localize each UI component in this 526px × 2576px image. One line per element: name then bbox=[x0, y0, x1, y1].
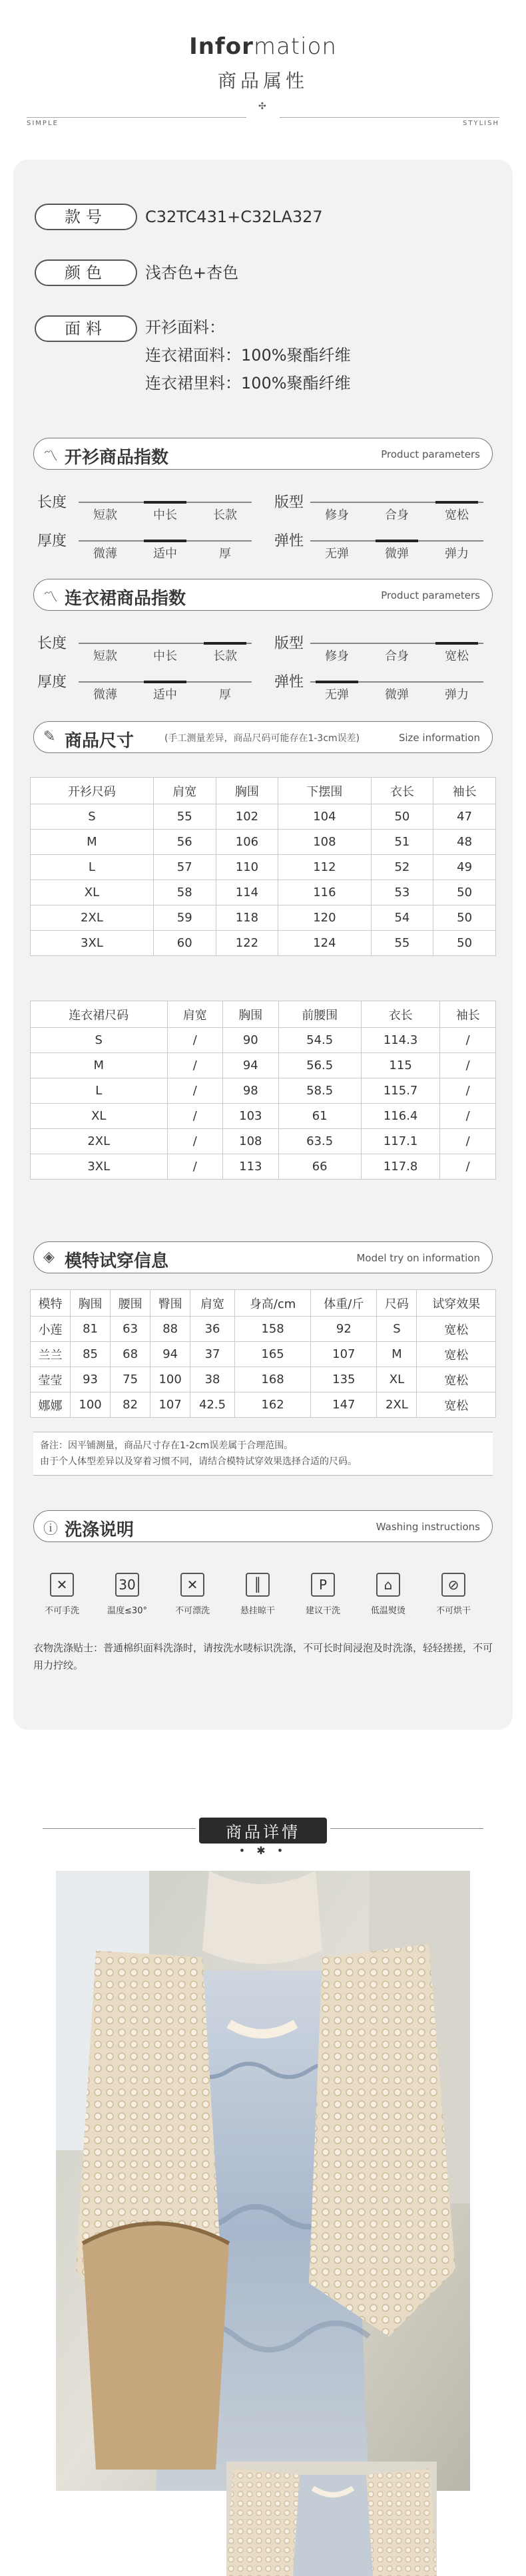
model-photo-illustration bbox=[226, 2462, 437, 2576]
dress-size-cell: M bbox=[31, 1053, 168, 1078]
dress-size-cell: 116.4 bbox=[361, 1104, 440, 1129]
param-option: 合身 bbox=[385, 508, 409, 522]
cardigan-size-cell: 50 bbox=[371, 804, 433, 830]
no-bleach-icon: ✕ bbox=[180, 1573, 204, 1597]
model-header-cell: 肩宽 bbox=[190, 1290, 235, 1317]
wash-item bbox=[423, 1573, 483, 1616]
cardigan-size-header-cell: 袖长 bbox=[433, 778, 496, 804]
fabric-line: 连衣裙里料：100%聚酯纤维 bbox=[145, 374, 351, 393]
dress-size-cell: 115.7 bbox=[361, 1078, 440, 1104]
model-cell: 42.5 bbox=[190, 1392, 235, 1418]
info-icon: ⓘ bbox=[43, 1521, 59, 1537]
cardigan-size-cell: 110 bbox=[216, 855, 278, 880]
table-row bbox=[31, 880, 496, 905]
cardigan-size-cell: M bbox=[31, 830, 154, 855]
param-label: 弹性 bbox=[274, 533, 304, 550]
ornament-icon: ✣ bbox=[258, 101, 266, 112]
model-cell: XL bbox=[377, 1367, 417, 1392]
dress-size-cell: 113 bbox=[223, 1154, 279, 1180]
cardigan-size-header-cell: 胸围 bbox=[216, 778, 278, 804]
cardigan-size-cell: 49 bbox=[433, 855, 496, 880]
dress-size-header-cell: 胸围 bbox=[223, 1001, 279, 1028]
dress-size-cell: 115 bbox=[361, 1053, 440, 1078]
product-photo-2 bbox=[226, 2462, 437, 2576]
stylish-label: STYLISH bbox=[463, 120, 499, 127]
param-label: 长度 bbox=[37, 494, 67, 511]
param-option: 无弹 bbox=[325, 547, 349, 561]
dress-size-cell: S bbox=[31, 1028, 168, 1053]
cardigan-size-cell: S bbox=[31, 804, 154, 830]
model-header-cell: 尺码 bbox=[377, 1290, 417, 1317]
param-option: 弹力 bbox=[445, 547, 469, 561]
cardigan-size-cell: 51 bbox=[371, 830, 433, 855]
cardigan-size-header-cell: 下摆围 bbox=[278, 778, 371, 804]
table-row bbox=[31, 1154, 496, 1180]
model-cell: 81 bbox=[71, 1317, 111, 1342]
param-option: 长款 bbox=[213, 649, 237, 663]
hanger-icon: ◈ bbox=[43, 1249, 55, 1265]
param-option: 修身 bbox=[325, 508, 349, 522]
param-label: 弹性 bbox=[274, 674, 304, 691]
cardigan-size-cell: 124 bbox=[278, 931, 371, 956]
model-cell: 93 bbox=[71, 1367, 111, 1392]
wash-caption: 温度≤30° bbox=[107, 1606, 147, 1616]
table-row bbox=[31, 855, 496, 880]
model-cell: 宽松 bbox=[417, 1392, 496, 1418]
cardigan-size-cell: 55 bbox=[371, 931, 433, 956]
dress-size-cell: / bbox=[167, 1053, 223, 1078]
param-option: 短款 bbox=[93, 508, 117, 522]
cardigan-size-cell: 120 bbox=[278, 905, 371, 931]
model-cell: 38 bbox=[190, 1367, 235, 1392]
cardigan-size-header-cell: 肩宽 bbox=[153, 778, 216, 804]
temp-icon: 30 bbox=[115, 1573, 139, 1597]
dress-size-cell: 54.5 bbox=[278, 1028, 361, 1053]
dress-size-cell: 114.3 bbox=[361, 1028, 440, 1053]
simple-label: SIMPLE bbox=[27, 120, 59, 127]
dress-size-cell: / bbox=[440, 1154, 496, 1180]
param-selected-marker bbox=[144, 540, 186, 542]
param-option: 中长 bbox=[153, 508, 177, 522]
cardigan-size-cell: 50 bbox=[433, 931, 496, 956]
param-option: 适中 bbox=[153, 688, 177, 702]
param-option: 修身 bbox=[325, 649, 349, 663]
cardigan-size-cell: 55 bbox=[153, 804, 216, 830]
cardigan-size-cell: 106 bbox=[216, 830, 278, 855]
model-header-cell: 胸围 bbox=[71, 1290, 111, 1317]
wash-item bbox=[293, 1573, 353, 1616]
model-cell: 娜娜 bbox=[31, 1392, 71, 1418]
model-cell: 宽松 bbox=[417, 1317, 496, 1342]
model-cell: 85 bbox=[71, 1342, 111, 1367]
model-header-cell: 体重/斤 bbox=[311, 1290, 377, 1317]
dress-size-header-cell: 肩宽 bbox=[167, 1001, 223, 1028]
model-cell: 2XL bbox=[377, 1392, 417, 1418]
dress-size-cell: / bbox=[440, 1028, 496, 1053]
model-header-cell: 身高/cm bbox=[234, 1290, 310, 1317]
chart-icon: 〽 bbox=[43, 448, 59, 465]
table-row bbox=[31, 1028, 496, 1053]
product-photo bbox=[56, 1871, 470, 2491]
param-option: 短款 bbox=[93, 649, 117, 663]
model-cell: 宽松 bbox=[417, 1342, 496, 1367]
cardigan-params-header: 〽 开衫商品指数 Product parameters bbox=[33, 438, 493, 470]
dress-size-header-cell: 连衣裙尺码 bbox=[31, 1001, 168, 1028]
param-option: 宽松 bbox=[445, 508, 469, 522]
dress-size-cell: / bbox=[167, 1129, 223, 1154]
style-no-label: 款号 bbox=[35, 204, 137, 230]
model-cell: S bbox=[377, 1317, 417, 1342]
dry-clean-icon: P bbox=[311, 1573, 335, 1597]
param-option: 微薄 bbox=[93, 688, 117, 702]
param-selected-marker bbox=[316, 681, 358, 683]
cardigan-size-cell: XL bbox=[31, 880, 154, 905]
cardigan-size-header-cell: 开衫尺码 bbox=[31, 778, 154, 804]
model-cell: 小莲 bbox=[31, 1317, 71, 1342]
model-cell: 94 bbox=[150, 1342, 190, 1367]
cardigan-size-cell: 2XL bbox=[31, 905, 154, 931]
param-selected-marker bbox=[144, 501, 186, 504]
no-tumble-icon: ⊘ bbox=[441, 1573, 465, 1597]
dress-size-cell: 103 bbox=[223, 1104, 279, 1129]
model-cell: 36 bbox=[190, 1317, 235, 1342]
table-row bbox=[31, 905, 496, 931]
cardigan-size-cell: 59 bbox=[153, 905, 216, 931]
cardigan-size-cell: 50 bbox=[433, 905, 496, 931]
size-header: ✎ 商品尺寸 (手工测量差异，商品尺码可能存在1-3cm误差) Size information bbox=[33, 721, 493, 753]
dress-size-cell: 61 bbox=[278, 1104, 361, 1129]
model-cell: 168 bbox=[234, 1367, 310, 1392]
model-cell: 兰兰 bbox=[31, 1342, 71, 1367]
table-row bbox=[31, 1317, 496, 1342]
cardigan-size-cell: 47 bbox=[433, 804, 496, 830]
cardigan-size-cell: 112 bbox=[278, 855, 371, 880]
dress-size-cell: 108 bbox=[223, 1129, 279, 1154]
cardigan-size-cell: 108 bbox=[278, 830, 371, 855]
dress-size-cell: 98 bbox=[223, 1078, 279, 1104]
dress-size-cell: / bbox=[440, 1078, 496, 1104]
wash-item bbox=[32, 1573, 92, 1616]
details-title: 商品详情 bbox=[0, 1818, 526, 1844]
cardigan-size-cell: 116 bbox=[278, 880, 371, 905]
model-cell: 135 bbox=[311, 1367, 377, 1392]
model-cell: 147 bbox=[311, 1392, 377, 1418]
param-option: 厚 bbox=[219, 547, 231, 561]
dress-size-cell: 56.5 bbox=[278, 1053, 361, 1078]
wash-caption: 低温熨烫 bbox=[370, 1606, 405, 1616]
param-option: 厚 bbox=[219, 688, 231, 702]
table-row bbox=[31, 1053, 496, 1078]
table-row bbox=[31, 1129, 496, 1154]
cardigan-size-cell: 60 bbox=[153, 931, 216, 956]
dress-size-cell: 117.8 bbox=[361, 1154, 440, 1180]
model-cell: 88 bbox=[150, 1317, 190, 1342]
model-header-cell: 模特 bbox=[31, 1290, 71, 1317]
table-row bbox=[31, 1342, 496, 1367]
model-cell: 100 bbox=[150, 1367, 190, 1392]
no-wash-icon: ✕ bbox=[50, 1573, 74, 1597]
chart-icon: 〽 bbox=[43, 589, 59, 606]
dress-size-cell: / bbox=[440, 1104, 496, 1129]
param-option: 微弹 bbox=[385, 688, 409, 702]
dress-size-cell: XL bbox=[31, 1104, 168, 1129]
cardigan-size-cell: 52 bbox=[371, 855, 433, 880]
param-option: 长款 bbox=[213, 508, 237, 522]
param-option: 微弹 bbox=[385, 547, 409, 561]
cardigan-size-cell: 53 bbox=[371, 880, 433, 905]
param-label: 版型 bbox=[274, 635, 304, 652]
cardigan-size-cell: 118 bbox=[216, 905, 278, 931]
wash-caption: 不可漂洗 bbox=[174, 1606, 210, 1616]
washing-header: ⓘ 洗涤说明 Washing instructions bbox=[33, 1510, 493, 1542]
model-cell: 68 bbox=[111, 1342, 150, 1367]
model-cell: M bbox=[377, 1342, 417, 1367]
cardigan-size-cell: 3XL bbox=[31, 931, 154, 956]
cardigan-size-cell: 58 bbox=[153, 880, 216, 905]
color-value: 浅杏色+杏色 bbox=[145, 263, 239, 282]
model-cell: 63 bbox=[111, 1317, 150, 1342]
model-header: ◈ 模特试穿信息 Model try on information bbox=[33, 1241, 493, 1273]
model-notes: 备注：因平铺测量，商品尺寸存在1-2cm误差属于合理范围。 由于个人体型差异以及穿着习惯不同，请结合模特试穿效果选择合适的尺码。 bbox=[33, 1432, 493, 1476]
wash-caption: 悬挂晾干 bbox=[240, 1606, 275, 1616]
model-cell: 莹莹 bbox=[31, 1367, 71, 1392]
iron-icon: ⌂ bbox=[376, 1573, 400, 1597]
model-header-cell: 试穿效果 bbox=[417, 1290, 496, 1317]
dress-size-header-cell: 袖长 bbox=[440, 1001, 496, 1028]
cardigan-size-table bbox=[30, 777, 496, 956]
param-option: 无弹 bbox=[325, 688, 349, 702]
dress-size-cell: 90 bbox=[223, 1028, 279, 1053]
dress-size-cell: 3XL bbox=[31, 1154, 168, 1180]
param-option: 宽松 bbox=[445, 649, 469, 663]
cardigan-size-cell: 114 bbox=[216, 880, 278, 905]
table-row bbox=[31, 830, 496, 855]
cardigan-size-header-cell: 衣长 bbox=[371, 778, 433, 804]
dress-size-table bbox=[30, 1001, 496, 1180]
wash-caption: 建议干洗 bbox=[305, 1606, 340, 1616]
model-cell: 92 bbox=[311, 1317, 377, 1342]
model-cell: 158 bbox=[234, 1317, 310, 1342]
divider bbox=[27, 117, 246, 118]
fabric-label: 面料 bbox=[35, 315, 137, 342]
style-no-value: C32TC431+C32LA327 bbox=[145, 208, 323, 226]
cardigan-size-cell: 102 bbox=[216, 804, 278, 830]
cardigan-size-cell: 104 bbox=[278, 804, 371, 830]
cardigan-size-cell: L bbox=[31, 855, 154, 880]
cardigan-size-cell: 48 bbox=[433, 830, 496, 855]
model-cell: 宽松 bbox=[417, 1367, 496, 1392]
param-option: 微薄 bbox=[93, 547, 117, 561]
wash-item bbox=[228, 1573, 288, 1616]
model-cell: 75 bbox=[111, 1367, 150, 1392]
info-subtitle: 商品属性 bbox=[217, 70, 308, 92]
cardigan-size-cell: 50 bbox=[433, 880, 496, 905]
dress-size-cell: 117.1 bbox=[361, 1129, 440, 1154]
param-label: 厚度 bbox=[37, 533, 67, 550]
dress-size-cell: / bbox=[440, 1053, 496, 1078]
ornament-icon: • ✱ • bbox=[238, 1844, 288, 1857]
wash-caption: 不可手洗 bbox=[44, 1606, 79, 1616]
info-title: Information bbox=[189, 33, 337, 60]
color-label: 颜色 bbox=[35, 259, 137, 286]
model-cell: 107 bbox=[311, 1342, 377, 1367]
cardigan-size-cell: 54 bbox=[371, 905, 433, 931]
dress-size-cell: 94 bbox=[223, 1053, 279, 1078]
dress-size-cell: / bbox=[167, 1154, 223, 1180]
table-row bbox=[31, 804, 496, 830]
wash-caption: 不可烘干 bbox=[435, 1606, 471, 1616]
table-row bbox=[31, 1104, 496, 1129]
param-selected-marker bbox=[376, 540, 418, 542]
model-cell: 82 bbox=[111, 1392, 150, 1418]
param-option: 合身 bbox=[385, 649, 409, 663]
param-label: 厚度 bbox=[37, 674, 67, 691]
cardigan-size-cell: 56 bbox=[153, 830, 216, 855]
table-row bbox=[31, 931, 496, 956]
dress-size-cell: / bbox=[440, 1129, 496, 1154]
washing-tips: 衣物洗涤贴士：普通棉织面料洗涤时，请按洗水唛标识洗涤，不可长时间浸泡及时洗涤，轻轻搓搓，不可用力拧绞。 bbox=[33, 1642, 493, 1671]
wash-item bbox=[162, 1573, 222, 1616]
dress-size-cell: 63.5 bbox=[278, 1129, 361, 1154]
param-label: 版型 bbox=[274, 494, 304, 511]
dress-size-cell: 58.5 bbox=[278, 1078, 361, 1104]
model-photo-illustration bbox=[56, 1871, 470, 2491]
cardigan-size-cell: 122 bbox=[216, 931, 278, 956]
dress-size-cell: / bbox=[167, 1028, 223, 1053]
model-cell: 165 bbox=[234, 1342, 310, 1367]
table-row bbox=[31, 1367, 496, 1392]
dress-size-cell: / bbox=[167, 1104, 223, 1129]
param-label: 长度 bbox=[37, 635, 67, 652]
param-selected-marker bbox=[435, 642, 478, 645]
dress-params-header: 〽 连衣裙商品指数 Product parameters bbox=[33, 579, 493, 611]
wash-item bbox=[358, 1573, 418, 1616]
fabric-line: 开衫面料： bbox=[145, 318, 225, 337]
param-selected-marker bbox=[144, 681, 186, 683]
param-selected-marker bbox=[204, 642, 246, 645]
ruler-icon: ✎ bbox=[43, 728, 56, 745]
table-row bbox=[31, 1078, 496, 1104]
param-selected-marker bbox=[435, 501, 478, 504]
model-cell: 107 bbox=[150, 1392, 190, 1418]
dress-size-cell: / bbox=[167, 1078, 223, 1104]
dress-size-header-cell: 衣长 bbox=[361, 1001, 440, 1028]
model-cell: 162 bbox=[234, 1392, 310, 1418]
model-cell: 37 bbox=[190, 1342, 235, 1367]
dress-size-cell: L bbox=[31, 1078, 168, 1104]
dress-size-cell: 66 bbox=[278, 1154, 361, 1180]
param-option: 中长 bbox=[153, 649, 177, 663]
wash-item bbox=[97, 1573, 157, 1616]
param-option: 弹力 bbox=[445, 688, 469, 702]
dress-size-header-cell: 前腰围 bbox=[278, 1001, 361, 1028]
dress-size-cell: 2XL bbox=[31, 1129, 168, 1154]
hang-dry-icon: ║ bbox=[246, 1573, 270, 1597]
model-header-cell: 腰围 bbox=[111, 1290, 150, 1317]
model-cell: 100 bbox=[71, 1392, 111, 1418]
model-table bbox=[30, 1289, 496, 1418]
fabric-line: 连衣裙面料：100%聚酯纤维 bbox=[145, 346, 351, 365]
cardigan-size-cell: 57 bbox=[153, 855, 216, 880]
table-row bbox=[31, 1392, 496, 1418]
divider bbox=[280, 117, 499, 118]
param-option: 适中 bbox=[153, 547, 177, 561]
model-header-cell: 臀围 bbox=[150, 1290, 190, 1317]
